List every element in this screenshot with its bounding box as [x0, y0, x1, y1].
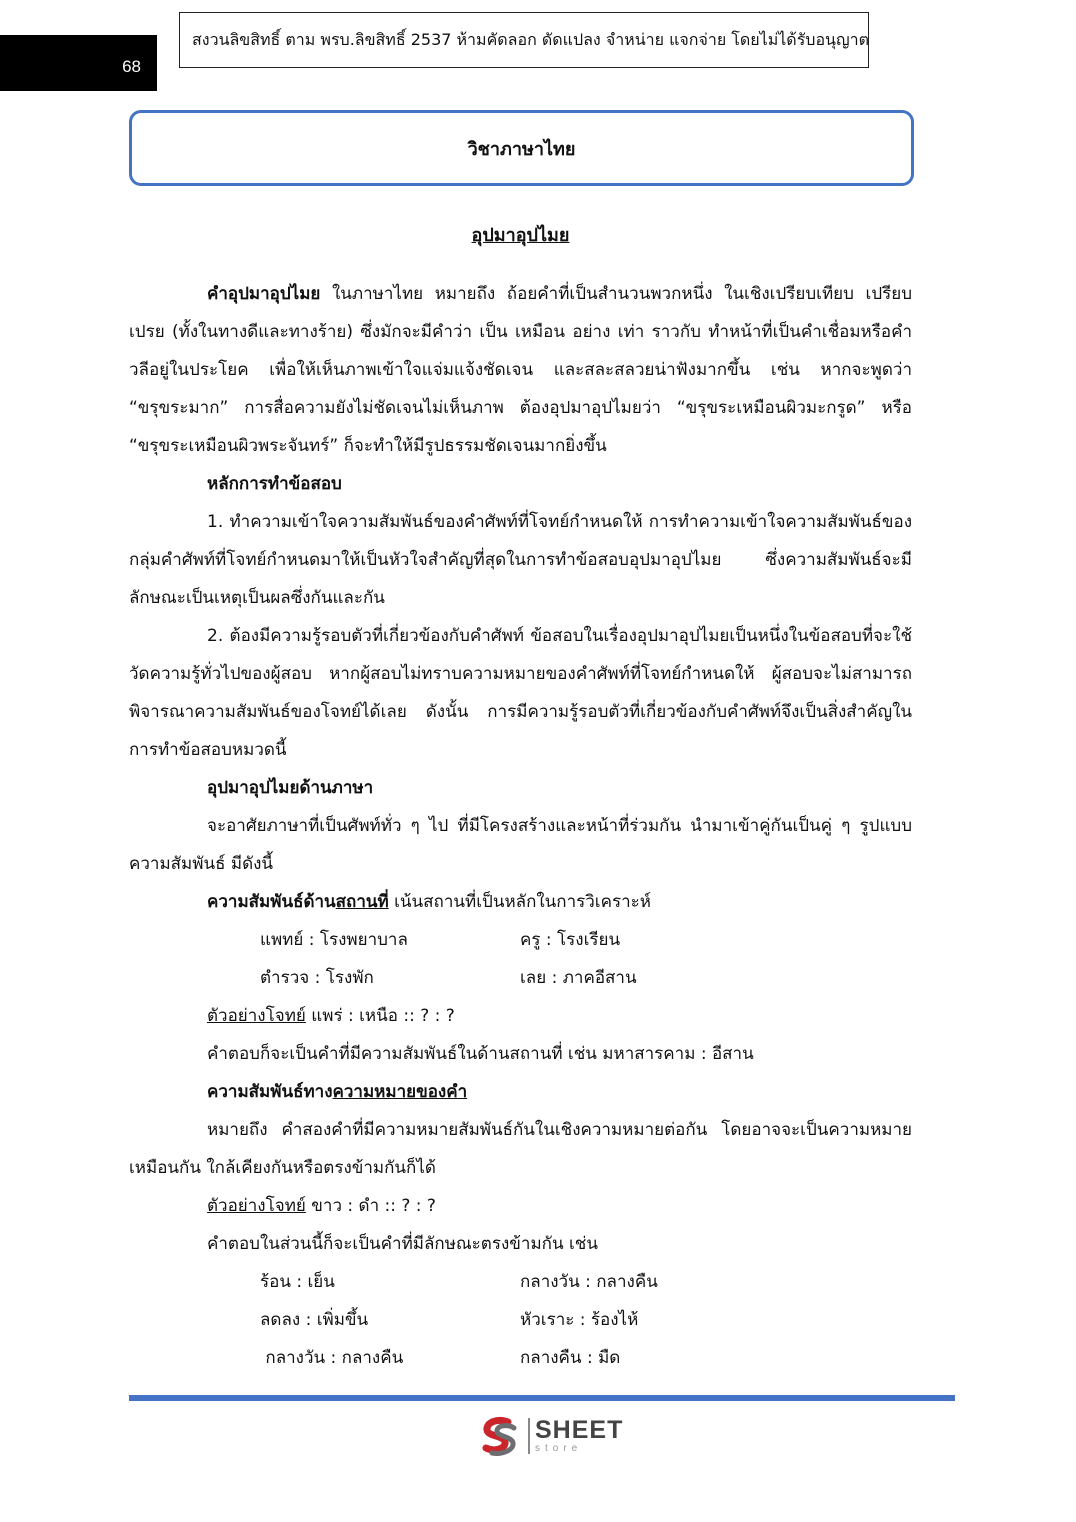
pair-item: เลย : ภาคอีสาน	[520, 968, 637, 988]
copyright-notice	[179, 12, 869, 68]
example-label: ตัวอย่างโจทย์	[207, 1006, 306, 1026]
document-body	[129, 217, 912, 1377]
principle-2: 2. ต้องมีความรู้รอบตัวที่เกี่ยวข้องกับคำศัพท์ ข้อสอบในเรื่องอุปมาอุปไมยเป็นหนึ่งในข้อสอบที่จะใช้วัดความรู้ทั่วไปของผู้สอบ หากผู้สอบไม่ทราบความหมายของคำศัพท์ที่โจทย์กำหนดให้ ผู้สอบจะไม่สามารถพิจารณาความสัมพันธ์ของโจทย์ได้เลย ดังนั้น การมีความรู้รอบตัวที่เกี่ยวข้องกับคำศัพท์จึงเป็นสิ่งสำคัญในการทำข้อสอบหมวดนี้	[129, 626, 912, 760]
place-heading-keyword: สถานที่	[335, 892, 389, 912]
place-heading-prefix: ความสัมพันธ์ด้าน	[207, 892, 336, 912]
pair-item: ตำรวจ : โรงพัก	[260, 968, 374, 988]
pair-item: ครู : โรงเรียน	[520, 930, 621, 950]
pair-item: หัวเราะ : ร้องไห้	[520, 1310, 639, 1330]
sheet-store-logo	[478, 1413, 623, 1459]
logo-main-text: SHEET	[535, 1416, 624, 1444]
meaning-heading-keyword: ความหมายของคำ	[332, 1082, 468, 1102]
principles-heading: หลักการทำข้อสอบ	[207, 474, 342, 494]
language-heading: อุปมาอุปไมยด้านภาษา	[207, 778, 374, 798]
intro-text: ในภาษาไทย หมายถึง ถ้อยคำที่เป็นสำนวนพวกหนึ่ง ในเชิงเปรียบเทียบ เปรียบเปรย (ทั้งในทางดีและทางร้าย) ซึ่งมักจะมีคำว่า เป็น เหมือน อย่าง เท่า ราวกับ ทำหน้าที่เป็นคำเชื่อมหรือคำวลีอยู่ในประโยค เพื่อให้เห็นภาพเข้าใจแจ่มแจ้งชัดเจน และสละสลวยน่าฟังมากขึ้น เช่น หากจะพูดว่า “ขรุขระมาก” การสื่อความยังไม่ชัดเจนไม่เห็นภาพ ต้องอุปมาอุปไมยว่า “ขรุขระเหมือนผิวมะกรูด” หรือ “ขรุขระเหมือนผิวพระจันทร์” ก็จะทำให้มีรูปธรรมชัดเจนมากยิ่งขึ้น	[129, 284, 912, 456]
sheet-logo-icon	[478, 1414, 522, 1458]
pair-item: กลางวัน : กลางคืน	[260, 1348, 404, 1368]
intro-term: คำอุปมาอุปไมย	[207, 284, 321, 304]
language-paragraph: จะอาศัยภาษาที่เป็นศัพท์ทั่ว ๆ ไป ที่มีโครงสร้างและหน้าที่ร่วมกัน นำมาเข้าคู่กันเป็นคู่ ๆ รูปแบบความสัมพันธ์ มีดังนี้	[129, 816, 912, 874]
subject-title: วิชาภาษาไทย	[467, 138, 576, 160]
meaning-heading	[129, 1073, 912, 1111]
pair-item: กลางวัน : กลางคืน	[520, 1272, 658, 1292]
meaning-answer: คำตอบในส่วนนี้ก็จะเป็นคำที่มีลักษณะตรงข้ามกัน เช่น	[207, 1234, 598, 1254]
pair-item: กลางคืน : มืด	[520, 1348, 621, 1368]
meaning-paragraph: หมายถึง คำสองคำที่มีความหมายสัมพันธ์กันในเชิงความหมายต่อกัน โดยอาจจะเป็นความหมายเหมือนกัน ใกล้เคียงกันหรือตรงข้ามกันก็ได้	[129, 1120, 912, 1178]
meaning-pair-row	[129, 1301, 912, 1339]
place-answer: คำตอบก็จะเป็นคำที่มีความสัมพันธ์ในด้านสถานที่ เช่น มหาสารคาม : อีสาน	[207, 1044, 754, 1064]
meaning-pair-row	[129, 1263, 912, 1301]
principle-1: 1. ทำความเข้าใจความสัมพันธ์ของคำศัพท์ที่โจทย์กำหนดให้ การทำความเข้าใจความสัมพันธ์ของกลุ่มคำศัพท์ที่โจทย์กำหนดมาให้เป็นหัวใจสำคัญที่สุดในการทำข้อสอบอุปมาอุปไมย ซึ่งความสัมพันธ์จะมีลักษณะเป็นเหตุเป็นผลซึ่งกันและกัน	[129, 512, 912, 608]
page-number-block	[0, 35, 157, 91]
place-pair-row	[129, 959, 912, 997]
intro-paragraph	[129, 275, 912, 465]
section-title: อุปมาอุปไมย	[471, 225, 570, 246]
meaning-heading-prefix: ความสัมพันธ์ทาง	[207, 1082, 333, 1102]
place-pair-row	[129, 921, 912, 959]
example-label: ตัวอย่างโจทย์	[207, 1196, 306, 1216]
example-text: ขาว : ดำ :: ? : ?	[305, 1196, 436, 1216]
footer-divider	[129, 1395, 955, 1401]
logo-sub-text: store	[535, 1443, 583, 1454]
logo-wordmark	[535, 1418, 623, 1454]
meaning-pair-row	[129, 1339, 912, 1377]
logo-divider	[528, 1418, 530, 1454]
pair-item: แพทย์ : โรงพยาบาล	[260, 930, 408, 950]
subject-banner	[129, 110, 914, 186]
pair-item: ลดลง : เพิ่มขึ้น	[260, 1310, 369, 1330]
place-heading-rest: เน้นสถานที่เป็นหลักในการวิเคราะห์	[388, 892, 651, 912]
page-number: 68	[122, 57, 141, 76]
example-text: แพร่ : เหนือ :: ? : ?	[305, 1006, 455, 1026]
meaning-example	[129, 1187, 912, 1225]
place-heading	[129, 883, 912, 921]
copyright-text: สงวนลิขสิทธิ์ ตาม พรบ.ลิขสิทธิ์ 2537 ห้ามคัดลอก ดัดแปลง จำหน่าย แจกจ่าย โดยไม่ได้รับอนุญาต	[192, 29, 869, 49]
place-example	[129, 997, 912, 1035]
pair-item: ร้อน : เย็น	[260, 1272, 335, 1292]
